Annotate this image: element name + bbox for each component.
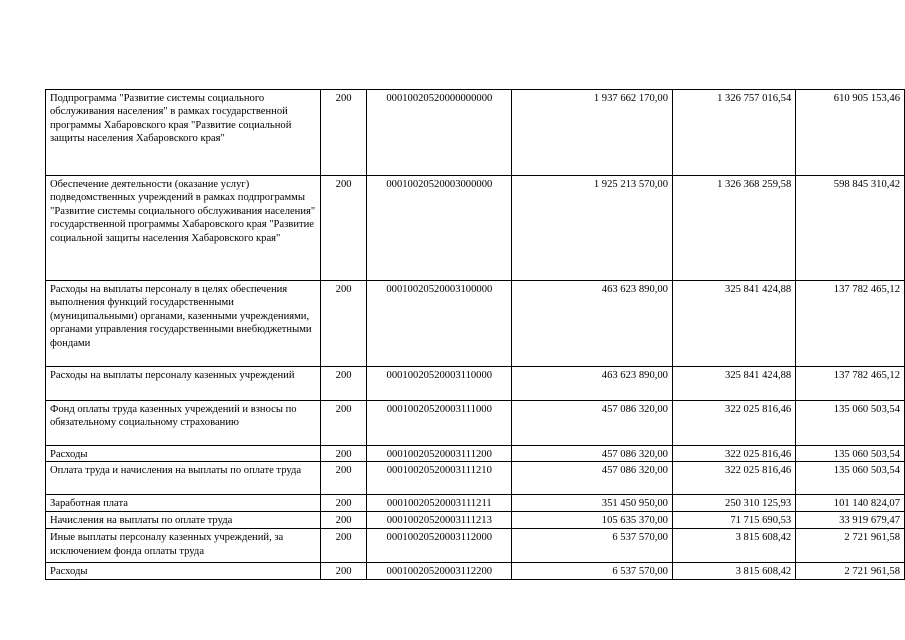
table-body — [46, 90, 905, 580]
row-approved-amount-cell: 105 635 370,00 — [512, 512, 673, 529]
row-approved-amount-cell: 457 086 320,00 — [512, 401, 673, 446]
row-executed-amount-cell: 1 326 368 259,58 — [672, 176, 795, 281]
row-line-code-cell: 200 — [320, 563, 367, 580]
table-row — [46, 495, 905, 512]
table-row — [46, 281, 905, 367]
row-executed-amount-cell: 322 025 816,46 — [672, 446, 795, 462]
row-classification-code-cell: 00010020520003111000 — [367, 401, 512, 446]
row-line-code-cell: 200 — [320, 462, 367, 495]
table-row — [46, 462, 905, 495]
table-row — [46, 512, 905, 529]
row-executed-amount-cell: 325 841 424,88 — [672, 367, 795, 401]
row-executed-amount-cell: 250 310 125,93 — [672, 495, 795, 512]
row-executed-amount-cell: 71 715 690,53 — [672, 512, 795, 529]
row-executed-amount-cell: 1 326 757 016,54 — [672, 90, 795, 176]
row-unexecuted-amount-cell: 2 721 961,58 — [796, 563, 905, 580]
row-approved-amount-cell: 457 086 320,00 — [512, 462, 673, 495]
row-unexecuted-amount-cell: 610 905 153,46 — [796, 90, 905, 176]
row-unexecuted-amount-cell: 598 845 310,42 — [796, 176, 905, 281]
row-approved-amount-cell: 6 537 570,00 — [512, 563, 673, 580]
row-approved-amount-cell: 457 086 320,00 — [512, 446, 673, 462]
row-line-code-cell: 200 — [320, 90, 367, 176]
row-classification-code-cell: 00010020520003111213 — [367, 512, 512, 529]
row-name-cell: Заработная плата — [46, 495, 321, 512]
row-name-cell: Расходы на выплаты персоналу в целях обеспечения выполнения функций государственными (муниципальными) органами, казенными учреждениями, органами управления государственными внебюджетными фондами — [46, 281, 321, 367]
table-row — [46, 176, 905, 281]
row-name-cell: Расходы на выплаты персоналу казенных учреждений — [46, 367, 321, 401]
row-executed-amount-cell: 325 841 424,88 — [672, 281, 795, 367]
row-name-cell: Фонд оплаты труда казенных учреждений и взносы по обязательному социальному страхованию — [46, 401, 321, 446]
row-executed-amount-cell: 322 025 816,46 — [672, 462, 795, 495]
row-classification-code-cell: 00010020520003111210 — [367, 462, 512, 495]
row-classification-code-cell: 00010020520003110000 — [367, 367, 512, 401]
row-approved-amount-cell: 6 537 570,00 — [512, 529, 673, 563]
row-line-code-cell: 200 — [320, 446, 367, 462]
row-classification-code-cell: 00010020520003100000 — [367, 281, 512, 367]
table-row — [46, 563, 905, 580]
row-unexecuted-amount-cell: 33 919 679,47 — [796, 512, 905, 529]
row-executed-amount-cell: 3 815 608,42 — [672, 563, 795, 580]
row-approved-amount-cell: 1 925 213 570,00 — [512, 176, 673, 281]
row-line-code-cell: 200 — [320, 281, 367, 367]
row-name-cell: Оплата труда и начисления на выплаты по оплате труда — [46, 462, 321, 495]
row-name-cell: Начисления на выплаты по оплате труда — [46, 512, 321, 529]
row-classification-code-cell: 00010020520000000000 — [367, 90, 512, 176]
budget-execution-table — [45, 89, 905, 580]
row-executed-amount-cell: 322 025 816,46 — [672, 401, 795, 446]
row-approved-amount-cell: 463 623 890,00 — [512, 367, 673, 401]
row-name-cell: Обеспечение деятельности (оказание услуг) подведомственных учреждений в рамках подпрограммы "Развитие системы социального обслуживания населения" государственной программы Хабаровского края "Развитие социальной защиты населения Хабаровского края" — [46, 176, 321, 281]
row-classification-code-cell: 00010020520003111211 — [367, 495, 512, 512]
row-classification-code-cell: 00010020520003000000 — [367, 176, 512, 281]
row-classification-code-cell: 00010020520003112000 — [367, 529, 512, 563]
row-unexecuted-amount-cell: 137 782 465,12 — [796, 281, 905, 367]
row-name-cell: Расходы — [46, 563, 321, 580]
table-row — [46, 401, 905, 446]
row-classification-code-cell: 00010020520003111200 — [367, 446, 512, 462]
row-name-cell: Иные выплаты персоналу казенных учреждений, за исключением фонда оплаты труда — [46, 529, 321, 563]
row-name-cell: Подпрограмма "Развитие системы социального обслуживания населения" в рамках государственной программы Хабаровского края "Развитие социальной защиты населения Хабаровского края" — [46, 90, 321, 176]
table-row — [46, 446, 905, 462]
table-row — [46, 367, 905, 401]
row-unexecuted-amount-cell: 2 721 961,58 — [796, 529, 905, 563]
row-unexecuted-amount-cell: 135 060 503,54 — [796, 462, 905, 495]
row-unexecuted-amount-cell: 137 782 465,12 — [796, 367, 905, 401]
row-unexecuted-amount-cell: 135 060 503,54 — [796, 446, 905, 462]
row-approved-amount-cell: 1 937 662 170,00 — [512, 90, 673, 176]
table-row — [46, 529, 905, 563]
row-approved-amount-cell: 463 623 890,00 — [512, 281, 673, 367]
row-executed-amount-cell: 3 815 608,42 — [672, 529, 795, 563]
row-unexecuted-amount-cell: 101 140 824,07 — [796, 495, 905, 512]
table-row — [46, 90, 905, 176]
row-line-code-cell: 200 — [320, 367, 367, 401]
row-line-code-cell: 200 — [320, 529, 367, 563]
row-name-cell: Расходы — [46, 446, 321, 462]
row-line-code-cell: 200 — [320, 495, 367, 512]
row-classification-code-cell: 00010020520003112200 — [367, 563, 512, 580]
row-unexecuted-amount-cell: 135 060 503,54 — [796, 401, 905, 446]
row-line-code-cell: 200 — [320, 512, 367, 529]
row-line-code-cell: 200 — [320, 176, 367, 281]
row-approved-amount-cell: 351 450 950,00 — [512, 495, 673, 512]
row-line-code-cell: 200 — [320, 401, 367, 446]
